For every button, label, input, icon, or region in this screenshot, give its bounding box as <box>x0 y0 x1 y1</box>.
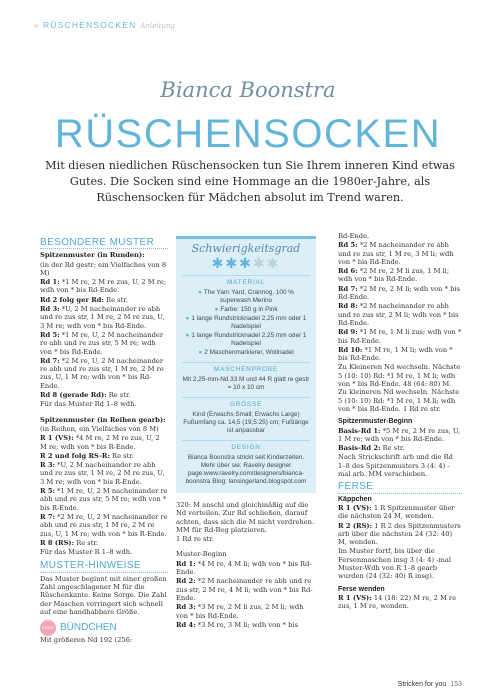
material-item: ● 1 lange Rundstricknadel 2,25 mm oder 1 Nadelspiel <box>185 332 307 347</box>
double-chevron-icon: » <box>34 20 40 30</box>
kappchen-heading: Käppchen <box>338 495 372 503</box>
magazine-name: Stricken for you <box>397 681 447 688</box>
muster-beginn-rows <box>176 560 316 629</box>
basis-rows <box>338 427 462 453</box>
muster-beginn-heading: Muster-Beginn <box>176 550 227 559</box>
pattern-row: Rd 3: *3 M re, 2 M li zus, 2 M li; wdh von * bis Rd-Ende. <box>176 603 304 620</box>
reihen-rows <box>40 434 168 556</box>
right-column <box>338 232 462 611</box>
page-number: 153 <box>450 681 462 688</box>
pattern-row: R 2 (RS): 1 R 2 des Spitzenmusters arb über die nächsten 24 (32: 40) M, wenden. <box>338 521 461 547</box>
reihen-title: Spitzenmuster (in Reihen gearb): <box>40 415 166 424</box>
continued-text: Rd-Ende. <box>338 232 370 240</box>
section-tag: Anleitung <box>140 22 175 30</box>
start-badge: START <box>40 620 56 636</box>
middle-column <box>176 236 316 630</box>
cast-on-text: 320: M anschl und gleichmäßig auf die Nd verteilen. Zur Rd schließen, darauf achten, dass sich die M nicht verdrehen. MM für Rd-Beg platzieren. <box>176 501 315 534</box>
bundchen-text: Mit größeren Nd 192 (256: <box>40 636 133 645</box>
needle-change-text: Zu Kleineren Nd wechseln. Nächste 5 (10: 10) Rd: *1 M re, 1 M li; wdh von * bis Rd-Ende. 48 (64: 80) M. Zu kleineren Nd wechseln. Nächste 5 (10: 10) Rd: *1 M re, 1 M li; wdh von * bis Rd-Ende. 1 Rd re str. <box>338 363 461 413</box>
pattern-row: Rd 1: *1 M re, 2 M re zus, U, 2 M re; wdh von * bis Rd-Ende. <box>40 278 167 295</box>
bundchen-heading: BÜNDCHEN <box>60 622 117 634</box>
middle-text <box>176 501 316 629</box>
material-item: ● 2 Maschenmarkierer, Wollnadel <box>198 349 294 356</box>
star-icon: ✱ <box>225 255 240 271</box>
hinweise-text: Das Muster beginnt mit einer großen Zahl angeschlagener M für die Rüschenkante. Keine Sorge. Die Zahl der Maschen verringert sich schnell auf eine handhabbare Größe. <box>40 574 167 616</box>
round-rows <box>338 241 462 362</box>
pattern-row: Basis-Rd 1: *5 M re, 2 M re zus, U, 1 M re; wdh von * bis Rd-Ende. <box>338 426 461 443</box>
pattern-row: R 1 (VS): 1 R Spitzenmuster über die nächsten 24 M, wenden. <box>338 503 455 521</box>
probe-heading: MASCHENPROBE <box>182 362 310 374</box>
wenden-heading: Ferse wenden <box>338 585 385 593</box>
spitzen-heading: Spitzenmuster-Beginn <box>338 418 413 426</box>
hinweise-heading: MUSTER-HINWEISE <box>40 562 168 572</box>
pattern-row: R 1 (VS): 14 (18: 22) M re, 2 M re zus, 1 M re, wenden. <box>338 593 457 611</box>
pattern-row: Rd 2 folg ger Rd: Re str. <box>40 295 128 304</box>
pattern-row: Rd 2: *2 M nacheinander re abh und re zus str, 2 M re, 4 M li; wdh von * bis Rd-Ende. <box>176 577 313 602</box>
intro-text: Mit diesen niedlichen Rüschensocken tun Sie Ihrem inneren Kind etwas Gutes. Die Socken sind eine Hommage an die 1980er-Jahre, als Rüschensocken für Mädchen absolut im Trend waren. <box>45 159 455 204</box>
wenden-rows <box>338 594 462 611</box>
first-round-text: 1 Rd re str. <box>176 535 214 544</box>
difficulty-title: Schwierigkeitsgrad <box>191 242 301 255</box>
pattern-row: R 8 (RS): Re str. <box>40 538 99 547</box>
pattern-row: Rd 8: *2 M nacheinander re abh und re zus str, 2 M li; wdh von * bis Rd-Ende. <box>338 302 459 327</box>
pattern-row: R 1 (VS): *4 M re, 2 M re zus, U, 2 M re; wdh von * bis R-Ende. <box>40 434 160 451</box>
pattern-row: Rd 7: *2 M re, 2 M li; wdh von * bis Rd-Ende. <box>338 284 460 302</box>
pattern-row: Rd 5: *2 M nacheinander re abh und re zus str, 1 M re, 3 M li; wdh von * bis Rd-Ende. <box>338 241 454 266</box>
runden-rows <box>40 278 168 408</box>
pattern-row: Rd 4: *3 M re, 3 M li; wdh von * bis <box>176 620 298 629</box>
basis-text: Nach Strickschrift arb und die Rd 1–8 des Spitzenmusters 3 (4: 4) -mal arb. MM verschieben. <box>338 453 453 479</box>
pattern-row: Basis-Rd 2: Re str. <box>338 444 405 453</box>
runden-intro: (in der Rd gestr; ein Vielfaches von 8 M) <box>40 260 167 277</box>
groesse-heading: GRÖSSE <box>182 397 310 409</box>
left-column <box>40 236 168 645</box>
pattern-row: R 3: *U, 2 M nacheinander re abh und re zus str, 1 M re, 2 M re zus, U, 3 M re; wdh von * bis R-Ende. <box>40 461 165 486</box>
star-icon: ✱ <box>211 255 226 271</box>
material-item: ● Farbe: 150 g in Pink <box>214 306 278 313</box>
design-heading: DESIGN <box>182 440 310 452</box>
ferse-rows <box>338 504 462 546</box>
material-list <box>182 289 310 357</box>
page-footer <box>398 681 462 688</box>
pattern-row: Rd 3: *U, 2 M nacheinander re abh und re zus str, 1 M re, 2 M re zus, U, 3 M re; wdh von * bis Rd-Ende. <box>40 305 165 330</box>
difficulty-stars <box>182 256 310 270</box>
material-item: ● The Yarn Yard, Crannog, 100 % superwash Merino <box>198 289 294 304</box>
bundchen-heading-row <box>40 620 168 636</box>
reihen-intro: (in Reihen, ein Vielfaches von 8 M) <box>40 424 159 433</box>
pattern-row: Für das Muster Rd 1–8 wdh. <box>40 400 137 409</box>
designer-name: Bianca Boonstra <box>160 78 336 102</box>
material-item: ● 1 lange Rundstricknadel 2,25 mm oder 1 Nadelspiel <box>185 315 307 330</box>
material-heading: MATERIAL <box>182 275 310 287</box>
muster-heading: BESONDERE MUSTER <box>40 239 168 249</box>
star-icon: ✱ <box>252 255 267 271</box>
info-box <box>176 236 316 493</box>
ferse-text: Im Muster fortf, bis über die Fersenmaschen insg 3 (4: 4) -mal Muster-Wdh von R 1–8 gearb wurden (24 (32: 40) R insg). <box>338 547 451 581</box>
pattern-row: Rd 1: *4 M re, 4 M li; wdh von * bis Rd-Ende. <box>176 559 312 577</box>
pattern-row: R 2 und folg RS-R: Re str. <box>40 451 134 460</box>
pattern-row: Rd 10: *1 M re, 1 M li; wdh von * bis Rd-Ende. <box>338 345 453 363</box>
pattern-row: R 5: *1 M re, U, 2 M nacheinander re abh und re zus str, 5 M re; wdh von * bis R-Ende. <box>40 487 168 512</box>
probe-text: Mit 2,25-mm-Nd 33 M und 44 R glatt re gestr = 10 x 10 cm <box>182 376 310 391</box>
pattern-row: Für das Muster R 1–8 wdh. <box>40 548 133 557</box>
runden-title: Spitzenmuster (in Runden): <box>40 251 145 260</box>
pattern-row: Rd 7: *2 M re, U, 2 M nacheinander re abh und re zus str, 1 M re, 2 M re zus, U, 1 M re; wdh von * bis Rd-Ende. <box>40 356 164 390</box>
star-icon: ✱ <box>239 255 253 271</box>
section-label: RÜSCHENSOCKEN <box>42 20 137 30</box>
page-title: RÜSCHENSOCKEN <box>54 112 442 156</box>
section-header <box>34 20 175 30</box>
ferse-heading: FERSE <box>338 483 462 493</box>
pattern-row: Rd 9: *1 M re, 1 M li zus; wdh von * bis Rd-Ende. <box>338 328 462 345</box>
pattern-row: Rd 5: *1 M re, U, 2 M nacheinander re abh und re zus str, 5 M re; wdh von * bis Rd-Ende. <box>40 330 164 356</box>
pattern-row: Rd 6: *2 M re, 2 M li zus, 1 M li; wdh von * bis Rd-Ende. <box>338 267 450 284</box>
groesse-text: Kind (Erwachs Small; Erwachs Large) Fußumfang ca. 14,5 (19,5:25) cm; Fußlänge ist anpassbar <box>183 411 309 434</box>
star-icon: ✱ <box>266 255 281 271</box>
design-text: Bianca Boonstra strickt seit Kinderzeiten. Mehr über sie: Ravelry designer page:www.ravelry.com/designers/bianca-boonstra Blog: lansingerland.blogspot.com <box>185 454 307 485</box>
pattern-row: Rd 8 (gerade Rd): Re str. <box>40 391 131 400</box>
pattern-row: R 7: *2 M re, U, 2 M nacheinander re abh und re zus str, 1 M re, 2 M re zus, U, 1 M re; wdh von * bis R-Ende. <box>40 512 168 538</box>
